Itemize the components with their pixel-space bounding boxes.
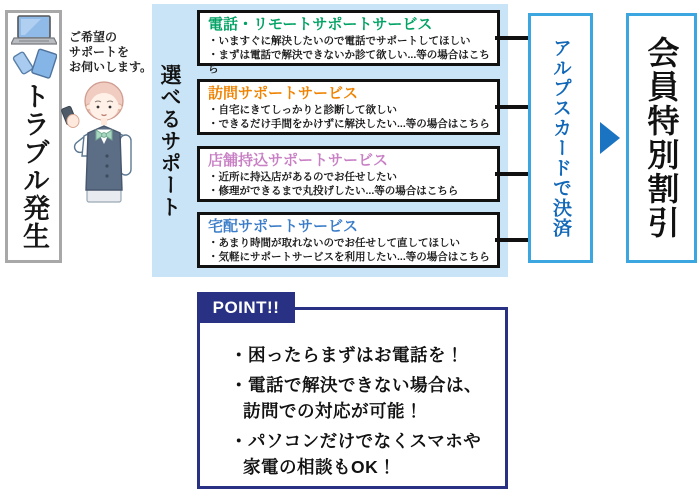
service-title: 訪問サポートサービス (208, 85, 359, 102)
selectable-support-panel (152, 4, 508, 277)
service-description: ・近所に持込店があるのでお任せしたい (208, 171, 397, 183)
selectable-support-label: 選べるサポート (158, 64, 181, 218)
service-description: ・自宅にきてしっかりと診断して欲しい (208, 104, 397, 116)
service-box-phone-remote (197, 10, 500, 75)
point-line: ・電話で解決できない場合は、 (230, 375, 482, 395)
service-description: ・あまり時間が取れないのでお任せして直してほしい (208, 237, 460, 249)
point-line: 家電の相談もOK！ (243, 457, 397, 477)
point-box (197, 307, 508, 489)
point-header-label: POINT!! (212, 297, 280, 317)
point-content (200, 310, 505, 480)
point-line: ・困ったらまずはお電話を！ (230, 345, 464, 365)
devices-icon (11, 13, 57, 81)
trouble-box (5, 10, 62, 263)
connector-line (495, 238, 530, 242)
service-description: ・できるだけ手間をかけずに解決したい...等の場合はこちら (208, 118, 490, 130)
greeting-line: お伺いします。 (69, 60, 153, 74)
service-description: ・いますぐに解決したいので電話でサポートしてほしい (208, 35, 471, 47)
greeting-line: ご希望の (69, 30, 118, 44)
connector-line (495, 36, 530, 40)
service-description: ・まずは電話で解決できないか診て欲しい...等の場合はこちら (208, 49, 490, 75)
right-arrow-icon (600, 122, 620, 154)
service-box-visit (197, 79, 500, 135)
benefit-label: 会員特別割引 (643, 36, 680, 240)
service-description: ・修理ができるまで丸投げしたい...等の場合はこちら (208, 185, 459, 197)
receptionist-illustration (60, 76, 148, 204)
payment-label: アルプスカードで決済 (550, 38, 571, 238)
payment-box (528, 13, 593, 263)
greeting-text (69, 30, 159, 75)
point-line: 訪問での対応が可能！ (243, 401, 423, 421)
point-line: ・パソコンだけでなくスマホや (230, 431, 482, 451)
connector-line (495, 172, 530, 176)
connector-line (495, 105, 530, 109)
service-box-delivery (197, 212, 500, 268)
greeting-line: サポートを (69, 45, 130, 59)
service-description: ・気軽にサポートサービスを利用したい...等の場合はこちら (208, 251, 490, 263)
point-header-tab (197, 292, 295, 323)
service-title: 電話・リモートサポートサービス (208, 16, 433, 33)
trouble-label: トラブル発生 (19, 82, 49, 250)
service-title: 宅配サポートサービス (208, 218, 359, 235)
service-box-carry-in (197, 146, 500, 202)
service-title: 店舗持込サポートサービス (208, 152, 389, 169)
benefit-box (626, 13, 697, 263)
